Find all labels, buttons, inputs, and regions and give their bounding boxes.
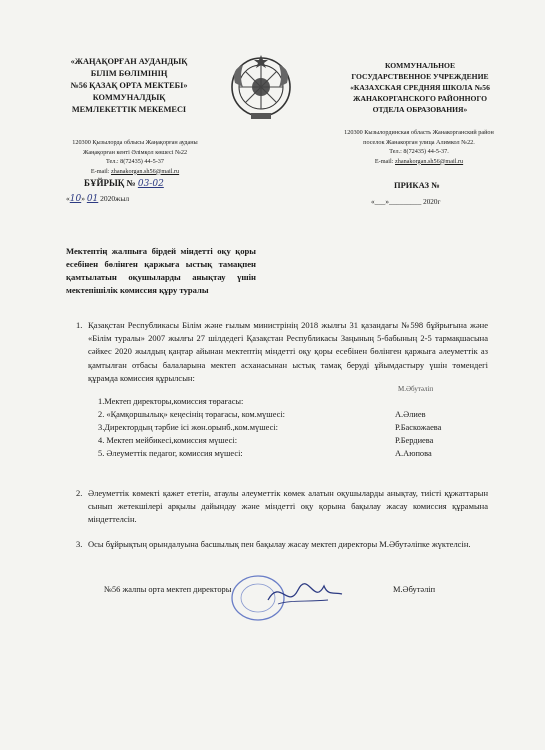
member-role: 1.Мектеп директоры,комиссия төрағасы: bbox=[98, 397, 244, 406]
member-row bbox=[98, 434, 498, 447]
header-right-line: КОММУНАЛЬНОЕ bbox=[384, 61, 456, 70]
address-line: поселок Жанакорган улица Алимкол №22. bbox=[363, 138, 475, 146]
member-role: 3.Директордың тәрбие ісі жөн.орынб.,ком.мүшесі: bbox=[98, 423, 278, 432]
phone-line: Тел.: 8(72435) 44-5-37. bbox=[389, 148, 449, 155]
state-emblem-icon bbox=[229, 53, 293, 123]
header-right-line: «КАЗАХСКАЯ СРЕДНЯЯ ШКОЛА №56 bbox=[350, 83, 490, 92]
address-right bbox=[328, 128, 510, 166]
header-left-line: «ЖАҢАҚОРҒАН АУДАНДЫҚ bbox=[70, 57, 188, 66]
member-name: А.Аюпова bbox=[395, 449, 432, 458]
signature-hint: М.Әбутәліп bbox=[398, 385, 434, 393]
member-name: А.Әлиев bbox=[395, 410, 426, 419]
member-name: Р.Бердиева bbox=[395, 436, 434, 445]
order-date-ru: «___»_________ 2020г bbox=[371, 198, 441, 206]
member-name: Р.Баскожаева bbox=[395, 423, 442, 432]
address-left bbox=[55, 138, 215, 176]
header-left-line: МЕМЛЕКЕТТІК МЕКЕМЕСІ bbox=[71, 105, 187, 114]
header-left bbox=[48, 56, 210, 116]
commission-members bbox=[98, 395, 498, 460]
member-role: 4. Мектеп мейбикесі,комиссия мүшесі: bbox=[98, 436, 238, 445]
paragraph-3 bbox=[76, 538, 488, 551]
header-left-line: БІЛІМ БӨЛІМІНІҢ bbox=[90, 69, 168, 78]
order-number-kz bbox=[84, 178, 164, 189]
header-right-line: ОТДЕЛА ОБРАЗОВАНИЯ» bbox=[372, 105, 468, 114]
header-right-line: ЖАНАКОРГАНСКОГО РАЙОННОГО bbox=[352, 94, 488, 103]
email-label: E-mail: bbox=[374, 157, 394, 165]
member-row bbox=[98, 408, 498, 421]
phone-line: Тел.: 8(72435) 44-5-37 bbox=[105, 158, 164, 165]
footer-name: М.Әбутәліп bbox=[393, 585, 436, 594]
footer-position: №56 жалпы орта мектеп директоры bbox=[104, 585, 232, 594]
paragraph-number: 2. bbox=[76, 488, 83, 498]
order-year: 2020жыл bbox=[100, 194, 130, 203]
member-role: 2. «Қамқоршылық» кеңесінің төрағасы, ком.мүшесі: bbox=[98, 410, 285, 419]
paragraph-number: 3. bbox=[76, 539, 83, 549]
paragraph-text: Осы бұйрықтың орындалуына басшылық пен бақылау жасау мектеп директоры М.Әбутәліпке жүктелсін. bbox=[88, 539, 471, 549]
header-right-line: ГОСУДАРСТВЕННОЕ УЧРЕЖДЕНИЕ bbox=[351, 72, 489, 81]
email-line bbox=[328, 157, 510, 167]
email-link[interactable]: zhanakorgan.sh56@mail.ru bbox=[394, 157, 464, 165]
order-day: 10 bbox=[69, 194, 82, 204]
email-label: E-mail: bbox=[90, 167, 110, 175]
paragraph-number: 1. bbox=[76, 320, 83, 330]
order-month: 01 bbox=[86, 194, 99, 204]
order-subject: Мектептің жалпыға бірдей міндетті оқу қоры есебінен бөлінген қаржыға ыстық тамақпен қамтылатын оқушыларды анықтау үшін мектепішілік комиссия құру туралы bbox=[66, 246, 256, 295]
paragraph-text: Әлеуметтік көмекті қажет ететін, атаулы әлеуметтік көмек алатын оқушыларды анықтау, тиісті құжаттарын сынып жетекшілері арқылы дайындау және міндетті оқу қорына бақылау жасау комиссия құрамына міндеттелсін. bbox=[88, 488, 488, 525]
order-number-ru: ПРИКАЗ № bbox=[394, 180, 440, 190]
date-quote: » bbox=[81, 194, 85, 203]
paragraph-text: Қазақстан Республикасы Білім және ғылым министрінің 2018 жылғы 31 қазандағы №598 бұйрығына және «Білім туралы» 2007 жылғы 27 шілдедегі Қазақстан Республикасы Заңының 5-бабының 2-5 тармақшасына сәйкес 2020 жылдың қаңтар айынан мектептің міндетті оқу қоры есебінен бөлінген қаржыға әлеуметтік аз қамтылған отбасы балаларына мектеп асханасынан ыстық тамақ беруді ұйымдастыру үшін төмендегі құрамда комиссия құрылсын: bbox=[88, 320, 488, 383]
email-link[interactable]: zhanakorgan.sh56@mail.ru bbox=[110, 167, 180, 175]
address-line: 120300 Кызылординская область Жанакорганский район bbox=[344, 129, 494, 136]
member-row bbox=[98, 421, 498, 434]
order-date-kz bbox=[66, 194, 129, 204]
paragraph-2 bbox=[76, 487, 488, 527]
signature-stamp-icon bbox=[228, 570, 346, 622]
member-role: 5. Әлеуметтік педагог, комиссия мүшесі: bbox=[98, 449, 243, 458]
address-line: 120300 Қызылорда облысы Жаңақорған ауданы bbox=[72, 139, 198, 146]
order-label: БҰЙРЫҚ № bbox=[84, 178, 136, 188]
email-line bbox=[55, 167, 215, 177]
paragraph-1 bbox=[76, 319, 488, 385]
header-left-line: №56 ҚАЗАҚ ОРТА МЕКТЕБІ» bbox=[70, 81, 188, 90]
order-number: 03-02 bbox=[137, 179, 164, 189]
member-row bbox=[98, 447, 498, 460]
member-row bbox=[98, 395, 498, 408]
header-left-line: КОММУНАЛДЫҚ bbox=[92, 93, 166, 102]
address-line: Жаңақорған кенті Әлімқол көшесі №22 bbox=[82, 148, 188, 156]
date-quote: « bbox=[66, 194, 70, 203]
header-right bbox=[330, 60, 510, 115]
